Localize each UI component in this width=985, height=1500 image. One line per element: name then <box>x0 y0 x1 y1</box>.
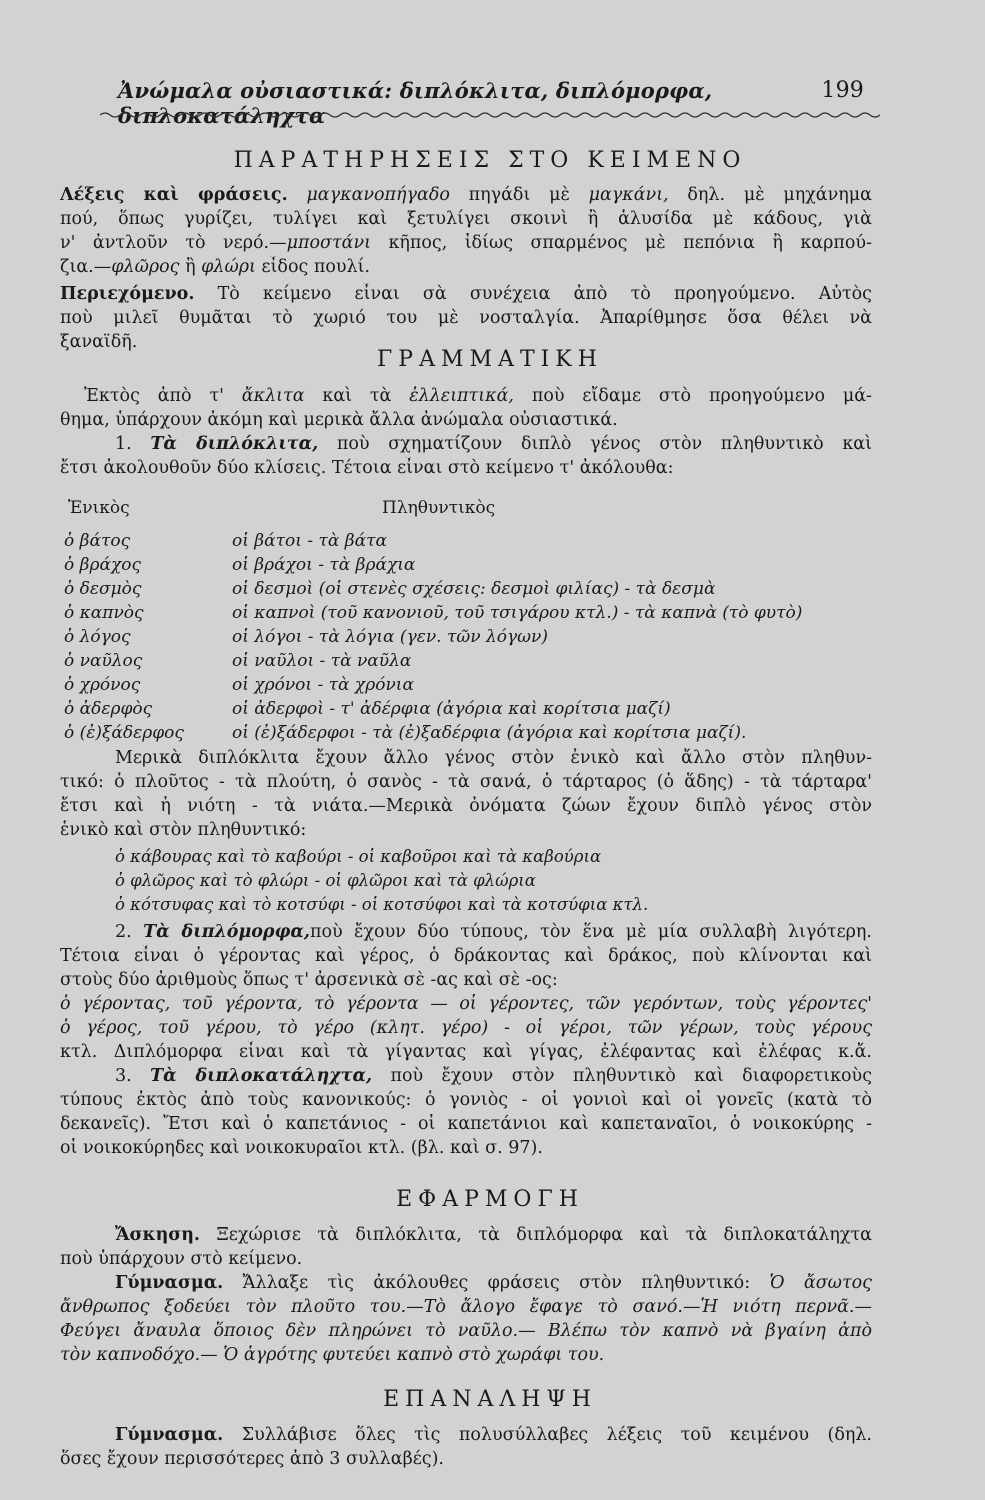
table-header-plural: Πληθυντικὸς <box>382 498 496 518</box>
table-cell-singular: ὁ χρόνος <box>64 675 141 695</box>
grammar2-line-3: ἔτσι καὶ ἡ νιότη - τὰ νιάτα.—Μερικὰ ὀνόματα ζώων ἔχουν διπλὸ γένος στὸν <box>60 796 872 816</box>
example-line: ὁ κότσυφας καὶ τὸ κοτσύφι - οἱ κοτσύφοι καὶ τὰ κοτσύφια κτλ. <box>115 895 649 914</box>
application-line-5: Φεύγει ἄναυλα ὅποιος δὲν πληρώνει τὸ ναῦλο.— Βλέπω τὸν καπνὸ νὰ βγαίνη ἀπὸ <box>60 1321 872 1341</box>
page-number: 199 <box>821 78 864 103</box>
application-line-4: ἄνθρωπος ξοδεύει τὸν πλοῦτο του.—Τὸ ἄλογο ἔφαγε τὸ σανό.—Ἡ νιότη περνᾶ.— <box>60 1297 872 1317</box>
application-line-6: τὸν καπνοδόχο.— Ὁ ἀγρότης φυτεύει καπνὸ στὸ χωράφι του. <box>60 1345 605 1365</box>
notes-line-3: ν' ἀντλοῦν τὸ νερό.—μποστάνι κῆπος, ἰδίως σπαρμένος μὲ πεπόνια ἢ καρπού- <box>60 233 872 253</box>
notes-line-6: ποὺ μιλεῖ θυμᾶται τὸ χωριό του μὲ νοσταλγία. Ἀπαρίθμησε ὅσα θέλει νὰ <box>60 308 872 328</box>
application-line-2: ποὺ ὑπάρχουν στὸ κείμενο. <box>60 1249 303 1269</box>
application-line-3: Γύμνασμα. Ἄλλαξε τὶς ἀκόλουθες φράσεις στὸν πληθυντικό: Ὁ ἄσωτος <box>115 1273 872 1293</box>
table-cell-plural: οἱ δεσμοὶ (οἱ στενὲς σχέσεις: δεσμοὶ φιλίας) - τὰ δεσμὰ <box>232 579 716 599</box>
example-line: ὁ κάβουρας καὶ τὸ καβούρι - οἱ καβοῦροι καὶ τὰ καβούρια <box>115 847 602 866</box>
grammar2-line-13: δεκανεῖς). Ἔτσι καὶ ὁ καπετάνιος - οἱ καπετάνιοι καὶ καπεταναῖοι, ὁ νοικοκύρης - <box>60 1114 872 1134</box>
section-title-notes: ΠΑΡΑΤΗΡΗΣΕΙΣ ΣΤΟ ΚΕΙΜΕΝΟ <box>233 148 747 173</box>
header-title: Ἀνώμαλα οὐσιαστικά: διπλόκλιτα, διπλόμορφα, διπλοκατάληχτα <box>118 78 713 128</box>
grammar2-line-5: 2. Τὰ διπλόμορφα,ποὺ ἔχουν δύο τύπους, τὸν ἕνα μὲ μία συλλαβὴ λιγότερη. <box>115 922 872 942</box>
grammar2-line-12: τύπους ἐκτὸς ἀπὸ τοὺς κανονικούς: ὁ γονιὸς - οἱ γονιοὶ καὶ οἱ γονεῖς (κατὰ τὸ <box>60 1090 872 1110</box>
table-cell-plural: οἱ ἀδερφοὶ - τ' ἀδέρφια (ἀγόρια καὶ κορίτσια μαζί) <box>232 699 671 719</box>
grammar2-line-8: ὁ γέροντας, τοῦ γέροντα, τὸ γέροντα — οἱ γέροντες, τῶν γερόντων, τοὺς γέροντες' <box>60 994 872 1014</box>
grammar2-line-1: Μερικὰ διπλόκλιτα ἔχουν ἄλλο γένος στὸν ἑνικὸ καὶ ἄλλο στὸν πληθυν- <box>115 748 872 768</box>
grammar-line-3: 1. Τὰ διπλόκλιτα, ποὺ σχηματίζουν διπλὸ γένος στὸν πληθυντικὸ καὶ <box>115 434 872 454</box>
grammar2-line-2: τικό: ὁ πλοῦτος - τὰ πλούτη, ὁ σανὸς - τὰ σανά, ὁ τάρταρος (ὁ ἅδης) - τὰ τάρταρα' <box>60 772 872 792</box>
table-cell-singular: ὁ ἀδερφὸς <box>64 699 153 719</box>
table-cell-singular: ὁ ναῦλος <box>64 651 143 671</box>
section-title-grammar: ΓΡΑΜΜΑΤΙΚΗ <box>377 347 603 372</box>
grammar2-line-11: 3. Τὰ διπλοκατάληχτα, ποὺ ἔχουν στὸν πληθυντικὸ καὶ διαφορετικοὺς <box>115 1066 872 1086</box>
grammar2-line-14: οἱ νοικοκύρηδες καὶ νοικοκυραῖοι κτλ. (βλ. καὶ σ. 97). <box>60 1138 543 1158</box>
review-line-1: Γύμνασμα. Συλλάβισε ὅλες τὶς πολυσύλλαβες λέξεις τοῦ κειμένου (δηλ. <box>115 1425 872 1445</box>
table-cell-plural: οἱ βάτοι - τὰ βάτα <box>232 531 387 551</box>
table-cell-singular: ὁ (ἐ)ξάδερφος <box>64 723 184 743</box>
table-cell-singular: ὁ βάτος <box>64 531 131 551</box>
grammar2-line-6: Τέτοια εἶναι ὁ γέροντας καὶ γέρος, ὁ δράκοντας καὶ δράκος, ποὺ κλίνονται καὶ <box>60 946 872 966</box>
table-cell-plural: οἱ ναῦλοι - τὰ ναῦλα <box>232 651 412 671</box>
running-header <box>118 78 870 128</box>
example-line: ὁ φλῶρος καὶ τὸ φλώρι - οἱ φλῶροι καὶ τὰ φλώρια <box>115 871 536 890</box>
table-cell-singular: ὁ δεσμὸς <box>64 579 142 599</box>
table-cell-plural: οἱ βράχοι - τὰ βράχια <box>232 555 416 575</box>
table-cell-plural: οἱ χρόνοι - τὰ χρόνια <box>232 675 414 695</box>
table-cell-singular: ὁ βράχος <box>64 555 141 575</box>
review-line-2: ὅσες ἔχουν περισσότερες ἀπὸ 3 συλλαβές). <box>60 1449 444 1469</box>
table-cell-plural: οἱ καπνοὶ (τοῦ κανονιοῦ, τοῦ τσιγάρου κτλ.) - τὰ καπνὰ (τὸ φυτὸ) <box>232 603 803 623</box>
grammar2-line-7: στοὺς δύο ἀριθμοὺς ὅπως τ' ἀρσενικὰ σὲ -ας καὶ σὲ -ος: <box>60 970 558 990</box>
grammar2-line-10: κτλ. Διπλόμορφα εἶναι καὶ τὰ γίγαντας καὶ γίγας, ἐλέφαντας καὶ ἐλέφας κ.ἄ. <box>60 1042 872 1062</box>
table-cell-plural: οἱ (ἐ)ξάδερφοι - τὰ (ἐ)ξαδέρφια (ἀγόρια καὶ κορίτσια μαζί). <box>232 723 747 743</box>
notes-line-4: ζια.—φλῶρος ἢ φλώρι εἶδος πουλί. <box>60 257 371 277</box>
section-title-review: ΕΠΑΝΑΛΗΨΗ <box>383 1387 597 1412</box>
header-wavy-rule <box>100 110 880 120</box>
grammar-line-2: θημα, ὑπάρχουν ἀκόμη καὶ μερικὰ ἄλλα ἀνώμαλα οὐσιαστικά. <box>60 410 618 430</box>
notes-line-5: Περιεχόμενο. Τὸ κείμενο εἶναι σὰ συνέχεια ἀπὸ τὸ προηγούμενο. Αὐτὸς <box>60 284 872 304</box>
grammar2-line-4: ἑνικὸ καὶ στὸν πληθυντικό: <box>60 820 307 840</box>
table-cell-singular: ὁ λόγος <box>64 627 131 647</box>
grammar2-line-9: ὁ γέρος, τοῦ γέρου, τὸ γέρο (κλητ. γέρο) - οἱ γέροι, τῶν γέρων, τοὺς γέρους <box>60 1018 872 1038</box>
notes-line-7: ξαναϊδῆ. <box>60 332 138 352</box>
table-header-singular: Ἑνικὸς <box>68 498 130 518</box>
notes-line-2: πού, ὅπως γυρίζει, τυλίγει καὶ ξετυλίγει σκοινὶ ἢ ἁλυσίδα μὲ κάδους, γιὰ <box>60 209 872 229</box>
section-title-application: ΕΦΑΡΜΟΓΗ <box>396 1187 584 1212</box>
grammar-line-4: ἔτσι ἀκολουθοῦν δύο κλίσεις. Τέτοια εἶναι στὸ κείμενο τ' ἀκόλουθα: <box>60 458 674 478</box>
application-line-1: Ἄσκηση. Ξεχώρισε τὰ διπλόκλιτα, τὰ διπλόμορφα καὶ τὰ διπλοκατάληχτα <box>115 1225 872 1245</box>
table-cell-singular: ὁ καπνὸς <box>64 603 144 623</box>
grammar-line-1: Ἐκτὸς ἀπὸ τ' ἄκλιτα καὶ τὰ ἐλλειπτικά, ποὺ εἴδαμε στὸ προηγούμενο μά- <box>84 386 872 406</box>
table-cell-plural: οἱ λόγοι - τὰ λόγια (γεν. τῶν λόγων) <box>232 627 548 647</box>
notes-line-1: Λέξεις καὶ φράσεις. μαγκανοπήγαδο πηγάδι μὲ μαγκάνι, δηλ. μὲ μηχάνημα <box>60 185 872 205</box>
